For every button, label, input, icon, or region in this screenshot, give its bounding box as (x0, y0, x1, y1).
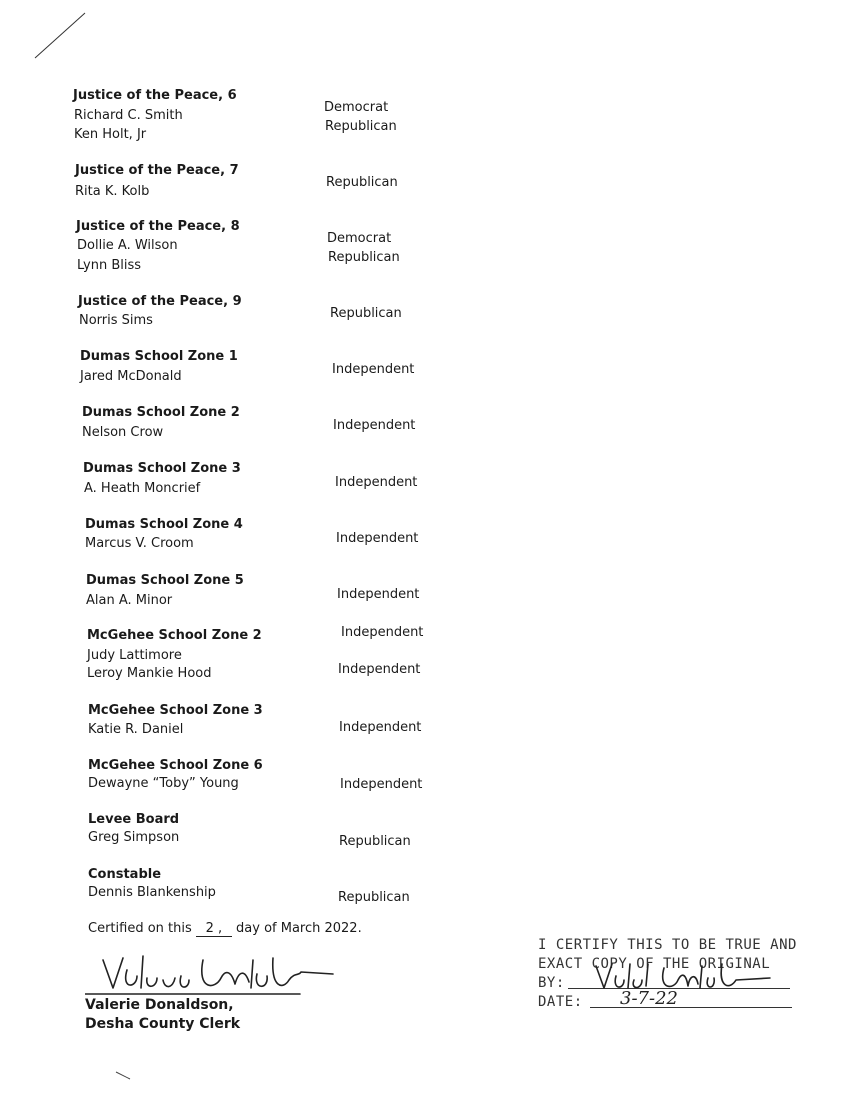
party-label: Democrat (327, 231, 392, 246)
party-label: Independent (338, 662, 421, 677)
candidate-name: Dewayne “Toby” Young (88, 776, 239, 791)
candidate-name: Norris Sims (79, 313, 153, 328)
signer-title: Desha County Clerk (85, 1016, 241, 1032)
race-title: Justice of the Peace, 6 (73, 88, 237, 103)
candidate-name: Leroy Mankie Hood (87, 666, 212, 681)
candidate-name: Katie R. Daniel (88, 722, 184, 737)
candidate-name: Rita K. Kolb (75, 184, 150, 199)
clerk-signature (85, 950, 335, 1000)
candidate-name: Dennis Blankenship (88, 885, 216, 900)
race-title: Dumas School Zone 2 (82, 405, 240, 420)
candidate-name: Greg Simpson (88, 830, 180, 845)
party-label: Independent (336, 531, 419, 546)
stamp-date-value: 3-7-22 (620, 988, 678, 1009)
race-title: Dumas School Zone 5 (86, 573, 244, 588)
race-title: Justice of the Peace, 9 (78, 294, 242, 309)
candidate-name: Judy Lattimore (87, 648, 182, 663)
race-title: McGehee School Zone 6 (88, 758, 263, 773)
certification-prefix: Certified on this (88, 921, 192, 936)
party-label: Republican (339, 834, 411, 849)
party-label: Independent (339, 720, 422, 735)
certification-line (88, 921, 362, 937)
stamp-date-label: DATE: (538, 994, 583, 1010)
candidate-name: Ken Holt, Jr (74, 127, 147, 142)
party-label: Independent (341, 625, 424, 640)
race-title: McGehee School Zone 2 (87, 628, 262, 643)
candidate-name: Dollie A. Wilson (77, 238, 178, 253)
candidate-name: A. Heath Moncrief (84, 481, 201, 496)
party-label: Independent (332, 362, 415, 377)
signer-name: Valerie Donaldson, (85, 997, 234, 1013)
candidate-name: Jared McDonald (80, 369, 182, 384)
party-label: Republican (325, 119, 397, 134)
party-label: Republican (328, 250, 400, 265)
candidate-name: Richard C. Smith (74, 108, 183, 123)
candidate-name: Marcus V. Croom (85, 536, 194, 551)
race-title: Dumas School Zone 1 (80, 349, 238, 364)
party-label: Independent (340, 777, 423, 792)
race-title: McGehee School Zone 3 (88, 703, 263, 718)
race-title: Justice of the Peace, 7 (75, 163, 239, 178)
party-label: Independent (335, 475, 418, 490)
party-label: Independent (333, 418, 416, 433)
stamp-line-1: I CERTIFY THIS TO BE TRUE AND (538, 937, 797, 953)
party-label: Republican (326, 175, 398, 190)
stamp-signature (590, 960, 780, 994)
stamp-by-label: BY: (538, 975, 565, 991)
race-title: Constable (88, 867, 162, 882)
candidate-name: Nelson Crow (82, 425, 164, 440)
scan-mark (115, 1070, 133, 1082)
candidate-name: Lynn Bliss (77, 258, 142, 273)
party-label: Independent (337, 587, 420, 602)
party-label: Republican (338, 890, 410, 905)
certification-suffix: day of March 2022. (236, 921, 362, 936)
candidate-name: Alan A. Minor (86, 593, 173, 608)
certification-day: 2 , (196, 921, 232, 937)
party-label: Democrat (324, 100, 389, 115)
party-label: Republican (330, 306, 402, 321)
race-title: Dumas School Zone 4 (85, 517, 243, 532)
race-title: Dumas School Zone 3 (83, 461, 241, 476)
corner-mark (30, 8, 90, 63)
race-title: Justice of the Peace, 8 (76, 219, 240, 234)
stamp-line-2: EXACT COPY OF THE ORIGINAL (538, 956, 771, 972)
race-title: Levee Board (88, 812, 180, 827)
